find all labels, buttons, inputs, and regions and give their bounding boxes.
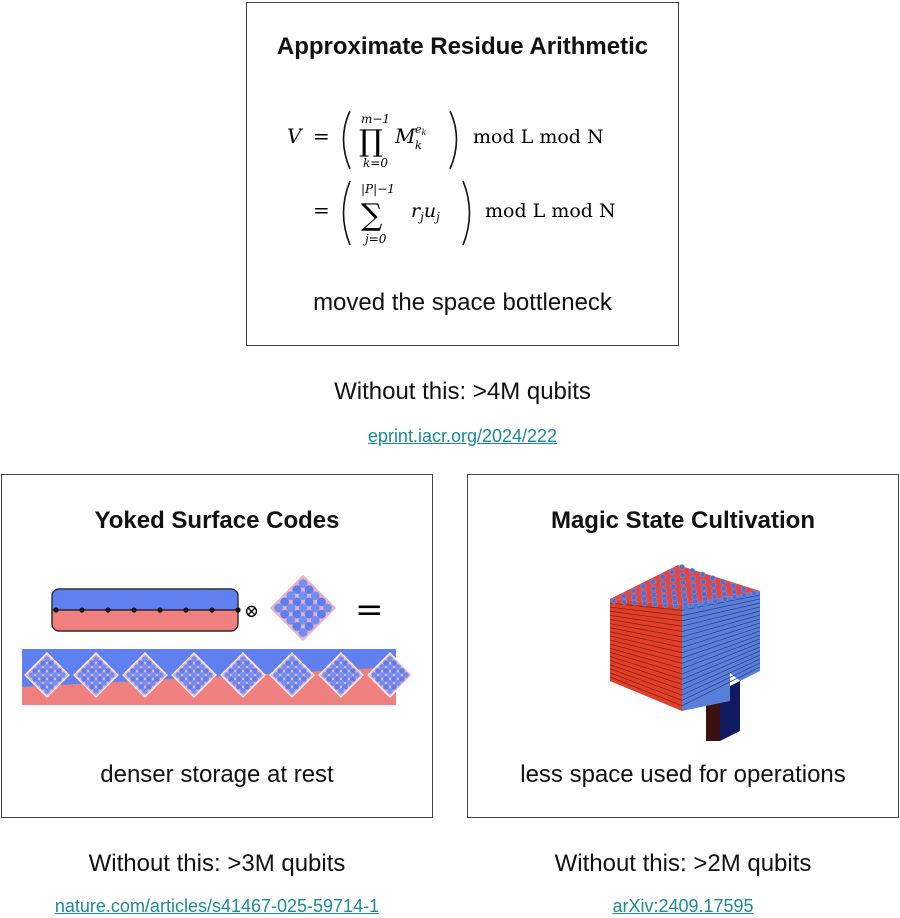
svg-text:k: k <box>415 139 422 152</box>
panel-title: Yoked Surface Codes <box>94 507 340 534</box>
sum-upper: |P|−1 <box>361 182 395 196</box>
svg-text:M: M <box>395 124 416 148</box>
yoked-surface-codes-panel <box>1 474 433 818</box>
link-nature[interactable]: nature.com/articles/s41467-025-59714-1 <box>54 896 380 916</box>
panel-title: Approximate Residue Arithmetic <box>276 33 649 60</box>
panel-title: Magic State Cultivation <box>550 507 816 534</box>
yoked-diagram <box>2 571 432 721</box>
link-eprint[interactable]: eprint.iacr.org/2024/222 <box>367 426 558 446</box>
svg-text:=: = <box>313 198 330 222</box>
tensor-symbol: ⊗ <box>244 601 260 622</box>
prod-upper: m−1 <box>361 112 391 126</box>
without-note-left: Without this: >3M qubits <box>88 850 346 877</box>
panel-caption: denser storage at rest <box>100 761 334 788</box>
equals-symbol: = <box>355 590 384 630</box>
without-note-top: Without this: >4M qubits <box>334 378 591 405</box>
without-note-right: Without this: >2M qubits <box>554 850 812 877</box>
cultivation-cube-illustration <box>468 561 900 741</box>
residue-arithmetic-panel <box>246 2 679 346</box>
magic-state-cultivation-panel <box>467 474 899 818</box>
panel-caption: moved the space bottleneck <box>313 289 612 316</box>
svg-text:∏: ∏ <box>359 124 383 159</box>
link-arxiv[interactable]: arXiv:2409.17595 <box>612 896 754 916</box>
code-diamond-icon <box>269 574 337 642</box>
formula-line1-rest: mod L mod N <box>473 126 604 148</box>
formula-lhs: V <box>287 124 302 148</box>
svg-text:rjuj: $r_ju_j$ <box>411 200 440 224</box>
sum-lower: j=0 <box>365 232 387 246</box>
prod-lower: k=0 <box>363 156 388 170</box>
formula-line2-rest: mod L mod N <box>485 200 616 222</box>
svg-text:ek: ek <box>415 123 427 137</box>
residue-formula <box>247 101 680 271</box>
svg-text:∑: ∑ <box>361 198 383 233</box>
svg-text:=: = <box>313 124 330 148</box>
panel-caption: less space used for operations <box>520 761 846 788</box>
